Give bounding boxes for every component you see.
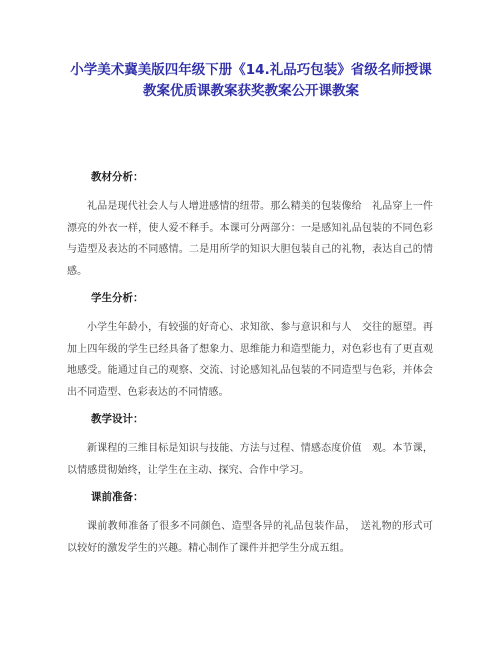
section-paragraph: 新课程的三维目标是知识与技能、方法与过程、情感态度价值 观。本节课，以情感贯彻始终，让学生在主动、探究、合作中学习。 [67,443,433,476]
section-heading: 学生分析： [91,292,144,304]
section-heading: 课前准备： [91,491,144,503]
section-preparation [67,490,433,559]
section-paragraph: 课前教师准备了很多不同颜色、造型各异的礼品包装作品， 送礼物的形式可以较好的激发学生的兴趣。精心制作了课件并把学生分成五组。 [67,521,433,554]
title-line-2: 教案优质课教案获奖教案公开课教案 [143,83,359,99]
section-paragraph: 小学生年龄小，有较强的好奇心、求知欲、参与意识和与人 交往的愿望。再加上四年级的学生已经具备了想象力、思维能力和造型能力，对色彩也有了更直观地感受。能通过自己的观察、交流、讨论感知礼品包装的不同造型与色彩，并体会出不同造型、色彩表达的不同情感。 [67,322,433,398]
document-title [58,60,444,102]
section-heading: 教材分析： [91,171,144,183]
section-teaching-design [67,412,433,481]
section-heading: 教学设计： [91,413,144,425]
section-student-analysis [67,291,433,403]
section-textbook-analysis [67,170,433,282]
title-line-1: 小学美术冀美版四年级下册《14.礼品巧包装》省级名师授课 [70,62,432,78]
section-paragraph: 礼品是现代社会人与人增进感情的纽带。那么精美的包装像给 礼品穿上一件漂亮的外衣一样，使人爱不释手。本课可分两部分：一是感知礼品包装的不同色彩与造型及表达的不同感情。二是用所学的知识大胆包装自己的礼物，表达自己的情感。 [67,201,433,277]
document-body [67,170,433,568]
